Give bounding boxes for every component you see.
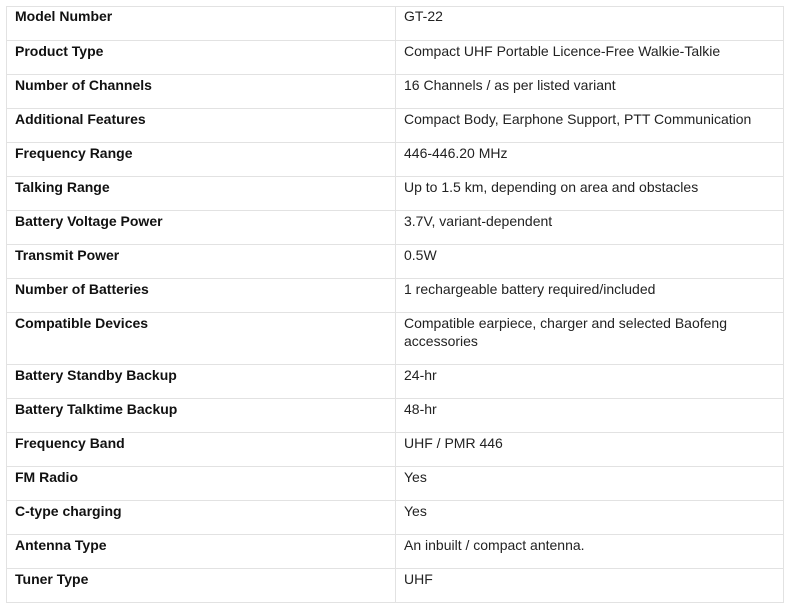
spec-label: Product Type	[7, 41, 396, 75]
table-row	[7, 313, 784, 365]
table-row	[7, 467, 784, 501]
spec-value: 0.5W	[396, 245, 784, 279]
spec-label: Transmit Power	[7, 245, 396, 279]
table-row	[7, 109, 784, 143]
table-row	[7, 501, 784, 535]
spec-value: UHF / PMR 446	[396, 433, 784, 467]
spec-label: Additional Features	[7, 109, 396, 143]
spec-label: Battery Voltage Power	[7, 211, 396, 245]
table-row	[7, 7, 784, 41]
spec-value: Compact UHF Portable Licence-Free Walkie-Talkie	[396, 41, 784, 75]
table-row	[7, 365, 784, 399]
spec-label: FM Radio	[7, 467, 396, 501]
spec-label: Model Number	[7, 7, 396, 41]
table-row	[7, 279, 784, 313]
table-row	[7, 569, 784, 603]
spec-value: Yes	[396, 501, 784, 535]
spec-value: UHF	[396, 569, 784, 603]
spec-value: Compact Body, Earphone Support, PTT Communication	[396, 109, 784, 143]
spec-value: 1 rechargeable battery required/included	[396, 279, 784, 313]
spec-value: 16 Channels / as per listed variant	[396, 75, 784, 109]
spec-label: Number of Batteries	[7, 279, 396, 313]
spec-label: Compatible Devices	[7, 313, 396, 365]
spec-value: Compatible earpiece, charger and selected Baofeng accessories	[396, 313, 784, 365]
spec-label: Number of Channels	[7, 75, 396, 109]
spec-label: Antenna Type	[7, 535, 396, 569]
table-row	[7, 143, 784, 177]
spec-label: Frequency Range	[7, 143, 396, 177]
spec-value: Yes	[396, 467, 784, 501]
table-row	[7, 75, 784, 109]
spec-label: Frequency Band	[7, 433, 396, 467]
table-row	[7, 399, 784, 433]
spec-value: 24-hr	[396, 365, 784, 399]
spec-label: Battery Standby Backup	[7, 365, 396, 399]
spec-label: C-type charging	[7, 501, 396, 535]
table-row	[7, 245, 784, 279]
spec-value: GT-22	[396, 7, 784, 41]
spec-value: 48-hr	[396, 399, 784, 433]
spec-value: Up to 1.5 km, depending on area and obstacles	[396, 177, 784, 211]
table-row	[7, 211, 784, 245]
specifications-table	[6, 6, 784, 603]
table-row	[7, 433, 784, 467]
table-row	[7, 535, 784, 569]
spec-label: Tuner Type	[7, 569, 396, 603]
spec-label: Battery Talktime Backup	[7, 399, 396, 433]
spec-value: 3.7V, variant-dependent	[396, 211, 784, 245]
spec-value: 446-446.20 MHz	[396, 143, 784, 177]
spec-value: An inbuilt / compact antenna.	[396, 535, 784, 569]
table-row	[7, 41, 784, 75]
table-row	[7, 177, 784, 211]
spec-label: Talking Range	[7, 177, 396, 211]
